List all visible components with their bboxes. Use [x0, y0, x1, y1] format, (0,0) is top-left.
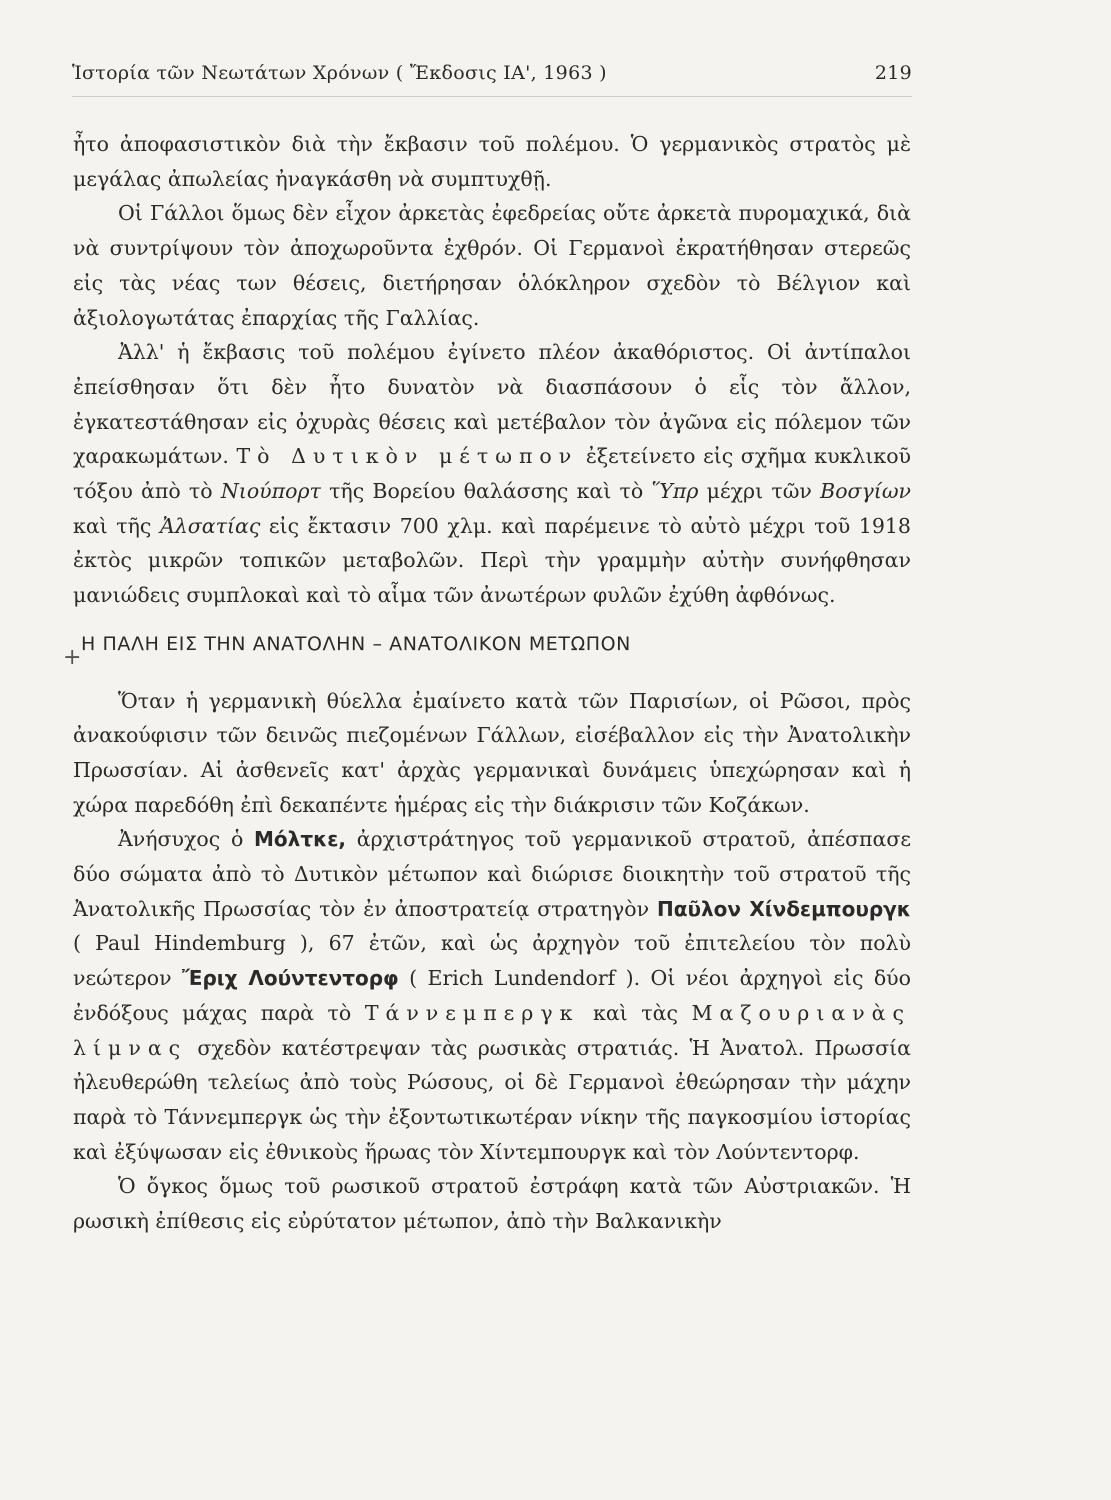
western-front-term: Τὸ Δυτικὸν μέτωπον	[236, 444, 579, 469]
place-masurian-lakes: Μαζουριανὰς λίμνας	[73, 1000, 911, 1060]
paragraph-3-text-d: μέχρι τῶν	[706, 479, 812, 504]
body-text	[63, 127, 911, 1239]
paragraph-5-text-b: ἀρχιστράτηγος τοῦ γερμανικοῦ στρατοῦ, ἀπέσπασε δύο σώματα ἀπὸ τὸ Δυτικὸν μέτωπον καὶ διώρισε διοικητὴν τοῦ στρατοῦ τῆς Ἀνατολικῆς Πρωσσίας τὸν ἐν ἀποστρατείᾳ στρατηγὸν	[73, 827, 911, 921]
name-ludendorff: Ἔριχ Λούντεντορφ	[182, 966, 399, 991]
place-vosges: Βοσγίων	[820, 479, 911, 504]
paragraph-3-text-e: καὶ τῆς	[73, 513, 152, 538]
section-heading-text: Η ΠΑΛΗ ΕΙΣ ΤΗΝ ΑΝΑΤΟΛΗΝ – ΑΝΑΤΟΛΙΚΟΝ ΜΕΤΩΠΟΝ	[81, 632, 631, 655]
page-number: 219	[874, 62, 912, 84]
paragraph-5-text-f: σχεδὸν κατέστρεψαν τὰς ρωσικὰς στρατιάς. Ἡ Ἀνατολ. Πρωσσία ἠλευθερώθη τελείως ἀπὸ τοὺς Ρώσους, οἱ δὲ Γερμανοὶ ἐθεώρησαν τὴν μάχην παρὰ τὸ Τάννεμπεργκ ὡς τὴν ἐξοντωτικωτέραν νίκην τῆς παγκοσμίου ἱστορίας καὶ ἐξύψωσαν εἰς ἐθνικοὺς ἥρωας τὸν Χίντεμπουργκ καὶ τὸν Λούντεντορφ.	[73, 1035, 911, 1164]
name-moltke: Μόλτκε,	[254, 827, 347, 852]
running-header	[72, 62, 912, 90]
paragraph-3-text-f: εἰς ἔκτασιν 700 χλμ. καὶ παρέμεινε τὸ αὐτὸ μέχρι τοῦ 1918 ἐκτὸς μικρῶν τοπικῶν μεταβολῶν. Περὶ τὴν γραμμὴν αὐτὴν συνήφθησαν μανιώδεις συμπλοκαὶ καὶ τὸ αἷμα τῶν ἀνωτέρων φυλῶν ἐχύθη ἀφθόνως.	[73, 513, 911, 608]
place-tannenberg: Τάννεμπεργκ	[364, 1000, 580, 1025]
place-nieuport: Νιούπορτ	[220, 479, 321, 504]
paragraph-3	[73, 335, 911, 613]
paragraph-5	[73, 822, 911, 1169]
paragraph-3-text-b: ἐξετείνετο εἰς σχῆμα κυκλικοῦ τόξου ἀπὸ τὸ	[73, 444, 911, 504]
paragraph-5-text-a: Ἀνήσυχος ὁ	[118, 827, 244, 852]
pencil-cross-mark-icon: +	[63, 644, 83, 670]
place-alsace: Ἀλσατίας	[159, 513, 261, 538]
paragraph-3-text-a: Ἀλλ' ἡ ἔκβασις τοῦ πολέμου ἐγίνετο πλέον ἀκαθόριστος. Οἱ ἀντίπαλοι ἐπείσθησαν ὅτι δὲν ἦτο δυνατὸν νὰ διασπάσουν ὁ εἷς τὸν ἄλλον, ἐγκατεστάθησαν εἰς ὀχυρὰς θέσεις καὶ μετέβαλον τὸν ἀγῶνα εἰς πόλεμον τῶν χαρακωμάτων.	[73, 340, 911, 469]
paragraph-4: Ὅταν ἡ γερμανικὴ θύελλα ἐμαίνετο κατὰ τῶν Παρισίων, οἱ Ρῶσοι, πρὸς ἀνακούφισιν τῶν δεινῶς πιεζομένων Γάλλων, εἰσέβαλλον εἰς τὴν Ἀνατολικὴν Πρωσσίαν. Αἱ ἀσθενεῖς κατ' ἀρχὰς γερμανικαὶ δυνάμεις ὑπεχώρησαν καὶ ἡ χώρα παρεδόθη ἐπὶ δεκαπέντε ἡμέρας εἰς τὴν διάκρισιν τῶν Κοζάκων.	[73, 688, 911, 817]
header-rule	[72, 96, 912, 97]
name-hindenburg: Παῦλον Χίνδεμπουργκ	[657, 896, 911, 921]
paragraph-6: Ὁ ὄγκος ὅμως τοῦ ρωσικοῦ στρατοῦ ἐστράφη κατὰ τῶν Αὐστριακῶν. Ἡ ρωσικὴ ἐπίθεσις εἰς εὐρύτατον μέτωπον, ἀπὸ τὴν Βαλκανικὴν	[73, 1174, 911, 1234]
paragraph-1: ἦτο ἀποφασιστικὸν διὰ τὴν ἔκβασιν τοῦ πολέμου. Ὁ γερμανικὸς στρατὸς μὲ μεγάλας ἀπωλείας ἠναγκάσθη νὰ συμπτυχθῇ.	[73, 132, 911, 191]
paragraph-5-text-d: ( Erich Lundendorf ). Οἱ νέοι ἀρχηγοὶ εἰς δύο ἐνδόξους μάχας παρὰ τὸ	[73, 966, 911, 1025]
paragraph-2: Οἱ Γάλλοι ὅμως δὲν εἶχον ἀρκετὰς ἐφεδρείας οὔτε ἀρκετὰ πυρομαχικά, διὰ νὰ συντρίψουν τὸν ἀποχωροῦντα ἐχθρόν. Οἱ Γερμανοὶ ἐκρατήθησαν στερεῶς εἰς τὰς νέας των θέσεις, διετήρησαν ὁλόκληρον σχεδὸν τὸ Βέλγιον καὶ ἀξιολογωτάτας ἐπαρχίας τῆς Γαλλίας.	[73, 201, 911, 330]
paragraph-5-text-c: ( Paul Hindemburg ), 67 ἐτῶν, καὶ ὡς ἀρχηγὸν τοῦ ἐπιτελείου τὸν πολὺ νεώτερον	[73, 931, 911, 991]
paragraph-5-text-e: καὶ τὰς	[593, 1000, 678, 1025]
place-ypres: Ὕπρ	[651, 479, 699, 504]
section-heading	[63, 627, 911, 670]
running-title: Ἱστορία τῶν Νεωτάτων Χρόνων ( Ἔκδοσις ΙΑ', 1963 )	[72, 62, 607, 84]
paragraph-3-text-c: τῆς Βορείου θαλάσσης καὶ τὸ	[329, 479, 644, 504]
